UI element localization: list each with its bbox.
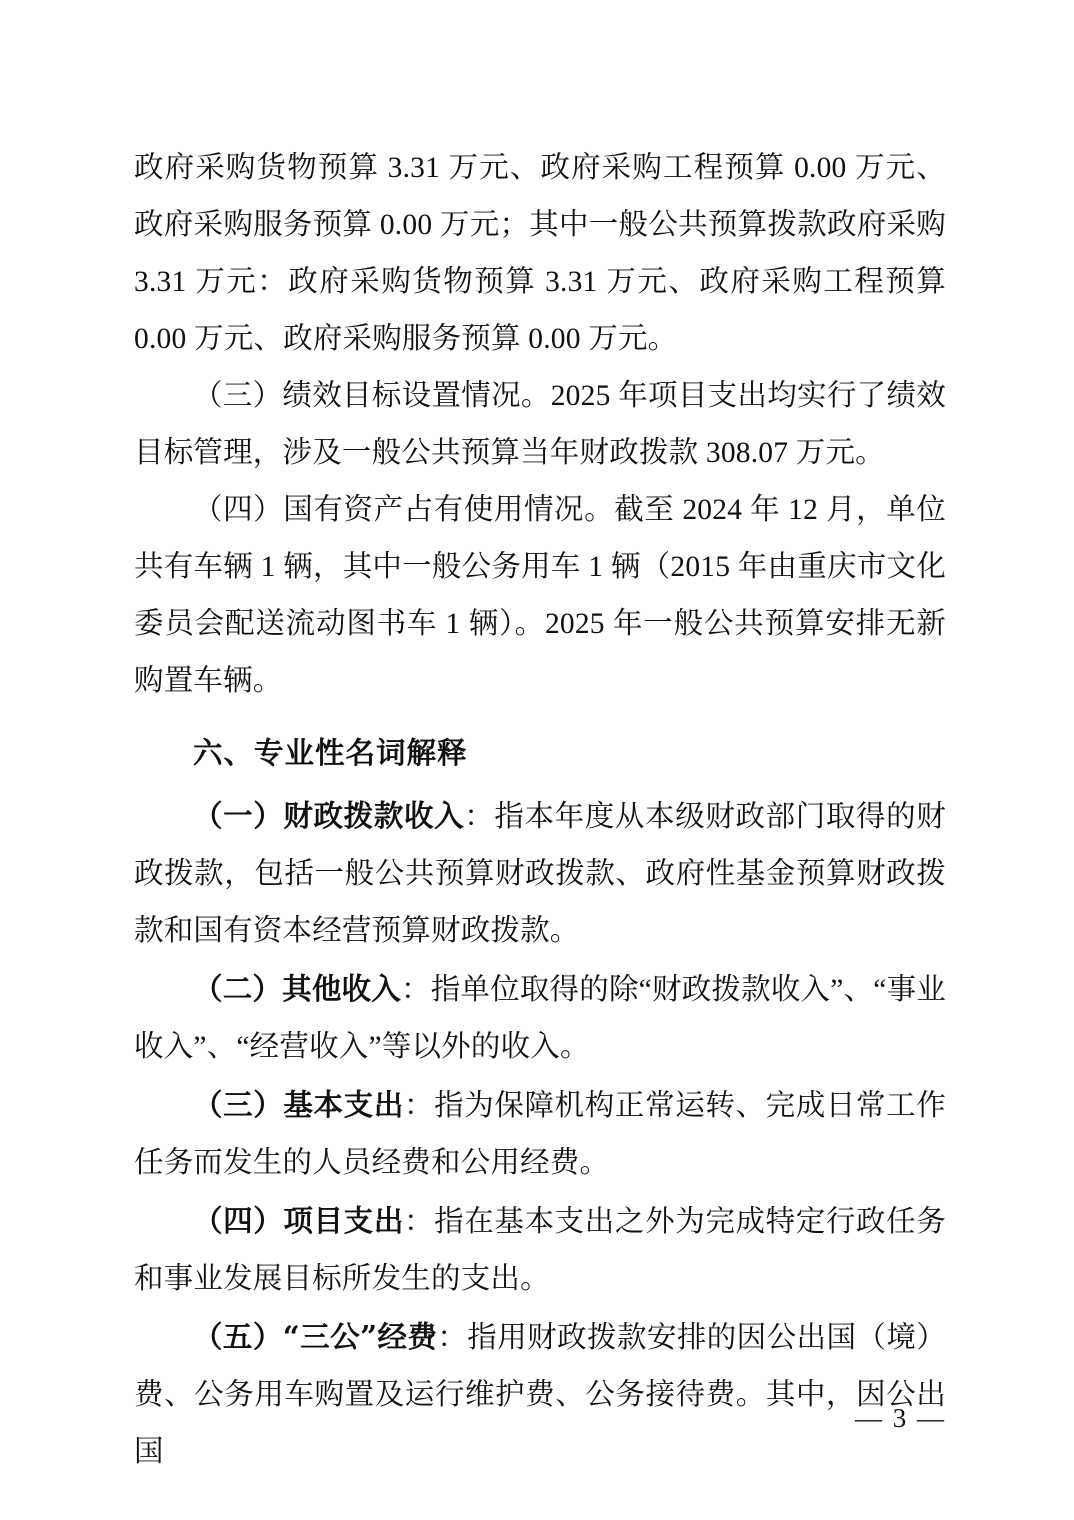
glossary-term-label: （一）财政拨款收入 xyxy=(193,798,465,833)
glossary-term-label: （四）项目支出 xyxy=(193,1203,404,1238)
glossary-term-definition: ：指为保障机构正常运转、完成日常工作任务而发生的人员经费和公用经费。 xyxy=(134,1090,946,1179)
paragraph-procurement: 政府采购货物预算 3.31 万元、政府采购工程预算 0.00 万元、政府采购服务预算 0.00 万元；其中一般公共预算拨款政府采购 3.31 万元：政府采购货物预算 3.31 万元、政府采购工程预算 0.00 万元、政府采购服务预算 0.00 万元。 xyxy=(134,152,946,355)
glossary-item-fiscal-appropriation-income xyxy=(134,787,946,960)
document-body xyxy=(134,140,946,1481)
glossary-item-project-expenditure xyxy=(134,1192,946,1308)
glossary-term-definition: ：指用财政拨款安排的因公出国（境）费、公务用车购置及运行维护费、公务接待费。其中，因公出国 xyxy=(134,1322,946,1468)
glossary-item-other-income xyxy=(134,960,946,1076)
glossary-item-three-public-funds xyxy=(134,1308,946,1481)
glossary-term-label: （五）“三公”经费 xyxy=(193,1319,438,1354)
glossary-item-basic-expenditure xyxy=(134,1076,946,1192)
glossary-term-definition: ：指在基本支出之外为完成特定行政任务和事业发展目标所发生的支出。 xyxy=(134,1206,946,1295)
page-number: — 3 — xyxy=(855,1403,946,1433)
section-heading-terminology: 六、专业性名词解释 xyxy=(193,735,468,770)
glossary-term-label: （三）基本支出 xyxy=(193,1087,404,1122)
glossary-term-definition: ：指本年度从本级财政部门取得的财政拨款，包括一般公共预算财政拨款、政府性基金预算财政拨款和国有资本经营预算财政拨款。 xyxy=(134,801,946,947)
glossary-term-definition: ：指单位取得的除“财政拨款收入”、“事业收入”、“经营收入”等以外的收入。 xyxy=(134,974,946,1063)
paragraph-state-assets: （四）国有资产占有使用情况。截至 2024 年 12 月，单位共有车辆 1 辆，其中一般公务用车 1 辆（2015 年由重庆市文化委员会配送流动图书车 1 辆）。2025 年一般公共预算安排无新购置车辆。 xyxy=(134,494,946,697)
paragraph-performance-goal: （三）绩效目标设置情况。2025 年项目支出均实行了绩效目标管理，涉及一般公共预算当年财政拨款 308.07 万元。 xyxy=(134,380,946,469)
glossary-term-label: （二）其他收入 xyxy=(193,971,401,1006)
